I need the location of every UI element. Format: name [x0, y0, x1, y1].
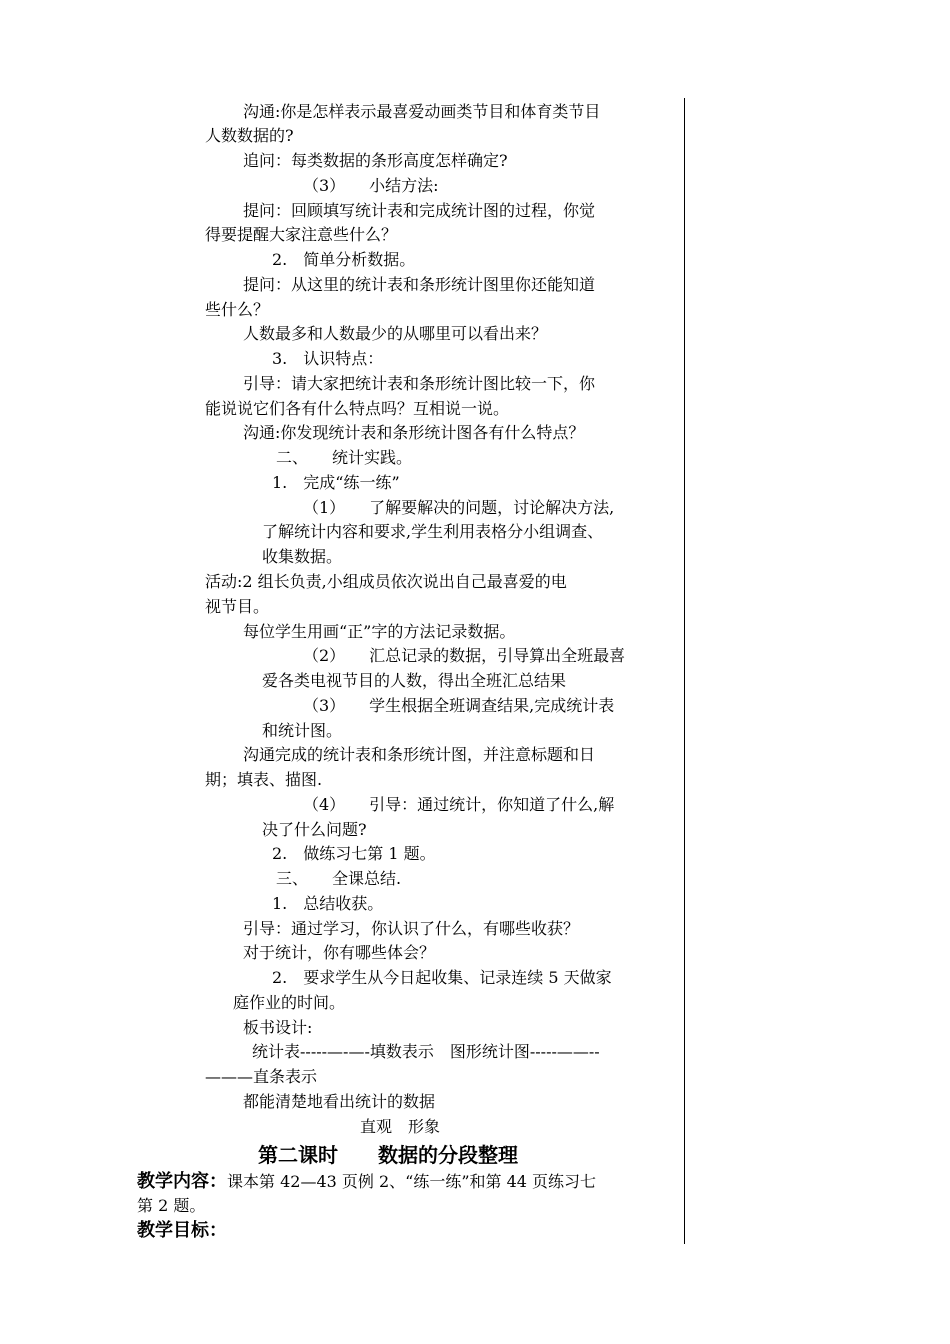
text-line: （1） 了解要解决的问题，讨论解决方法, [303, 498, 615, 517]
teaching-content-label: 教学内容： [137, 1171, 227, 1192]
text-line: （3） 小结方法: [303, 176, 439, 195]
text-line: 和统计图。 [262, 721, 343, 740]
teaching-content-text: 课本第 42—43 页例 2、“练一练”和第 44 页练习七 [227, 1172, 597, 1191]
text-line: 人数最多和人数最少的从哪里可以看出来？ [243, 324, 548, 343]
text-line: 第 2 题。 [137, 1196, 206, 1215]
section-title: 第二课时 数据的分段整理 [258, 1143, 518, 1167]
text-line: 三、 全课总结. [276, 869, 402, 888]
text-line: 每位学生用画“正”字的方法记录数据。 [243, 622, 516, 641]
text-line: （4） 引导：通过统计，你知道了什么,解 [303, 795, 615, 814]
text-line: 引导：请大家把统计表和条形统计图比较一下，你 [243, 374, 596, 393]
text-line: 2. 简单分析数据。 [272, 250, 416, 269]
text-line: 沟通:你是怎样表示最喜爱动画类节目和体育类节目 [243, 102, 601, 121]
text-line: 1. 总结收获。 [272, 894, 384, 913]
text-line: 些什么？ [205, 300, 270, 319]
text-line: 都能清楚地看出统计的数据 [243, 1092, 436, 1111]
text-line: 统计表-----—-—-填数表示 图形统计图-----——-- [252, 1042, 600, 1061]
text-line: （2） 汇总记录的数据，引导算出全班最喜 [303, 646, 626, 665]
teaching-goal-label: 教学目标： [137, 1220, 227, 1241]
text-line: 引导：通过学习，你认识了什么，有哪些收获？ [243, 919, 580, 938]
text-line: 2. 要求学生从今日起收集、记录连续 5 天做家 [272, 968, 612, 987]
text-line: 了解统计内容和要求,学生利用表格分小组调查、 [262, 522, 604, 541]
text-line: ———直条表示 [205, 1067, 318, 1086]
text-line: 对于统计，你有哪些体会？ [243, 943, 436, 962]
text-line: 板书设计: [243, 1018, 313, 1037]
text-line: 得要提醒大家注意些什么？ [205, 225, 398, 244]
text-line: （3） 学生根据全班调查结果,完成统计表 [303, 696, 615, 715]
text-line: 活动:2 组长负责,小组成员依次说出自己最喜爱的电 [205, 572, 567, 591]
text-line: 决了什么问题? [262, 820, 367, 839]
text-line: 收集数据。 [262, 547, 343, 566]
text-line: 追问：每类数据的条形高度怎样确定? [243, 151, 508, 170]
column-border-line [684, 98, 685, 1244]
text-line: 沟通完成的统计表和条形统计图，并注意标题和日 [243, 745, 596, 764]
text-line: 直观 形象 [360, 1117, 441, 1136]
text-line: 2. 做练习七第 1 题。 [272, 844, 436, 863]
text-line: 能说说它们各有什么特点吗？互相说一说。 [205, 399, 510, 418]
text-line: 视节目。 [205, 597, 270, 616]
text-line: 爱各类电视节目的人数，得出全班汇总结果 [262, 671, 567, 690]
text-line: 1. 完成“练一练” [272, 473, 400, 492]
text-line: 3. 认识特点： [272, 349, 384, 368]
text-line: 期；填表、描图. [205, 770, 323, 789]
text-line: 提问：从这里的统计表和条形统计图里你还能知道 [243, 275, 596, 294]
text-line: 庭作业的时间。 [233, 993, 346, 1012]
text-line: 人数数据的? [205, 126, 294, 145]
text-line: 二、 统计实践。 [276, 448, 413, 467]
teaching-content-line [137, 1170, 596, 1194]
text-line: 提问：回顾填写统计表和完成统计图的过程，你觉 [243, 201, 596, 220]
text-line: 沟通:你发现统计表和条形统计图各有什么特点？ [243, 423, 585, 442]
